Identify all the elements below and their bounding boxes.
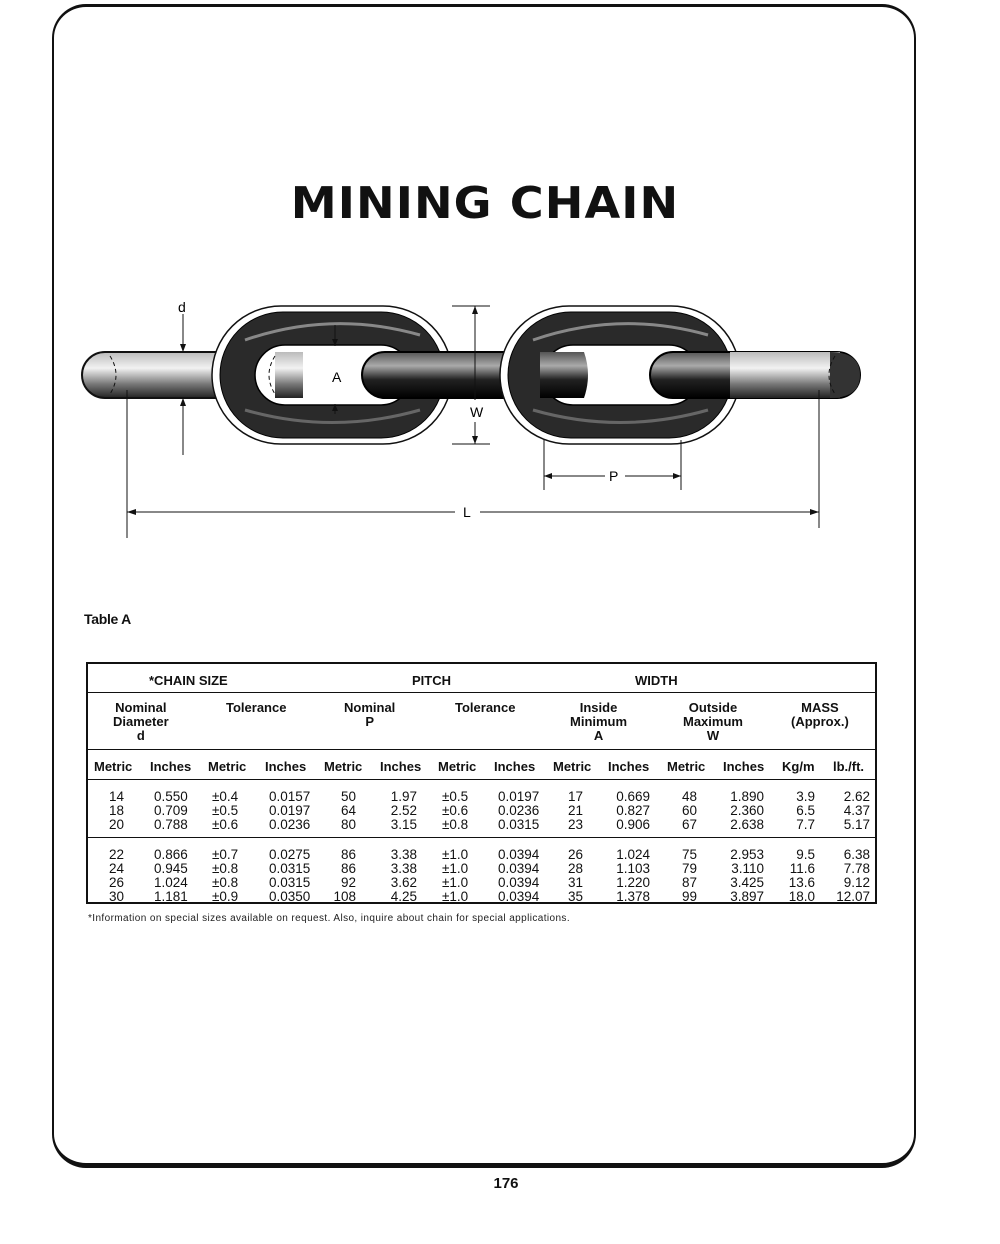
footnote: *Information on special sizes available on request. Also, inquire about chain for special applications.: [88, 913, 571, 924]
table-cell: 0.669: [616, 789, 650, 804]
table-cell: 0.0315: [498, 817, 540, 832]
table-cell: ±1.0: [442, 847, 469, 862]
table-cell: 1.220: [616, 875, 650, 890]
table-unit-row: [88, 750, 875, 780]
table-row: [88, 862, 875, 876]
table-cell: 2.52: [390, 803, 417, 818]
table-cell: 0.0197: [269, 803, 311, 818]
table-cell: 17: [567, 789, 583, 804]
table-group-header-row: [88, 664, 875, 693]
table-row: [88, 804, 875, 818]
table-cell: 4.37: [843, 803, 870, 818]
unit-header: Inches: [265, 759, 307, 774]
dimension-label-l: L: [463, 504, 471, 520]
unit-header: lb./ft.: [833, 759, 865, 774]
dimension-label-w: W: [470, 404, 484, 420]
table-cell: 108: [333, 889, 356, 904]
table-cell: 35: [567, 889, 583, 904]
table-cell: 2.953: [730, 847, 764, 862]
table-cell: 23: [567, 817, 583, 832]
table-cell: 1.181: [154, 889, 188, 904]
unit-header: Metric: [438, 759, 477, 774]
table-cell: 3.38: [390, 861, 417, 876]
group-header-chain-size: *CHAIN SIZE: [149, 673, 228, 688]
table-cell: ±0.8: [212, 861, 239, 876]
table-cell: 18.0: [788, 889, 815, 904]
table-cell: 50: [340, 789, 356, 804]
page-title: MINING CHAIN: [290, 178, 680, 229]
table-cell: 6.5: [796, 803, 815, 818]
table-row: [88, 818, 875, 832]
table-cell: ±1.0: [442, 875, 469, 890]
table-cell: 7.7: [796, 817, 815, 832]
unit-header: Inches: [608, 759, 650, 774]
table-cell: 0.0236: [498, 803, 540, 818]
table-cell: ±0.6: [442, 803, 469, 818]
table-cell: 12.07: [836, 889, 870, 904]
table-cell: 14: [108, 789, 124, 804]
table-cell: 67: [681, 817, 697, 832]
table-cell: 0.550: [154, 789, 188, 804]
table-row: [88, 890, 875, 904]
table-cell: 86: [340, 861, 356, 876]
table-cell: ±0.6: [212, 817, 239, 832]
table-cell: 0.866: [154, 847, 188, 862]
table-row: [88, 876, 875, 890]
table-row: [88, 790, 875, 804]
header-nominal-diameter: Nominal Diameter d: [113, 700, 169, 743]
table-cell: ±0.4: [212, 789, 239, 804]
table-cell: 75: [681, 847, 697, 862]
table-cell: 0.906: [616, 817, 650, 832]
unit-header: Inches: [380, 759, 422, 774]
table-cell: 9.12: [843, 875, 870, 890]
header-nominal-pitch: Nominal P: [344, 700, 396, 729]
dimension-label-a: A: [332, 369, 342, 385]
table-cell: 2.638: [730, 817, 764, 832]
table-cell: 0.827: [616, 803, 650, 818]
table-cell: 0.0315: [269, 861, 311, 876]
table-cell: ±0.8: [212, 875, 239, 890]
group-header-width: WIDTH: [635, 673, 678, 688]
unit-header: Metric: [667, 759, 706, 774]
table-cell: 2.62: [843, 789, 870, 804]
table-cell: 2.360: [730, 803, 764, 818]
unit-header: Metric: [324, 759, 363, 774]
header-tolerance-diameter: Tolerance: [226, 700, 287, 715]
table-cell: 92: [340, 875, 356, 890]
table-cell: 13.6: [788, 875, 815, 890]
dimension-label-d: d: [178, 299, 186, 315]
unit-header: Inches: [150, 759, 192, 774]
table-cell: 0.0394: [498, 889, 540, 904]
header-outside-width: Outside Maximum W: [683, 700, 743, 743]
table-cell: ±0.5: [442, 789, 469, 804]
table-cell: 80: [340, 817, 356, 832]
table-cell: 7.78: [843, 861, 870, 876]
table-column-header-row: [88, 693, 875, 750]
table-cell: 3.110: [731, 861, 764, 876]
table-cell: 9.5: [796, 847, 815, 862]
header-mass: MASS (Approx.): [791, 700, 849, 729]
table-cell: 6.38: [843, 847, 870, 862]
table-cell: ±1.0: [442, 889, 469, 904]
header-inside-width: Inside Minimum A: [570, 700, 628, 743]
table-cell: ±0.8: [442, 817, 469, 832]
table-cell: 22: [108, 847, 124, 862]
row-group-separator: [88, 837, 875, 838]
table-cell: 64: [340, 803, 356, 818]
table-cell: 28: [567, 861, 583, 876]
table-label: Table A: [84, 611, 131, 627]
table-cell: 18: [108, 803, 124, 818]
table-cell: 79: [681, 861, 697, 876]
table-cell: 0.0394: [498, 875, 540, 890]
table-cell: 87: [681, 875, 697, 890]
table-cell: 31: [567, 875, 583, 890]
table-cell: 0.0350: [269, 889, 311, 904]
table-cell: 0.945: [154, 861, 188, 876]
dimension-label-p: P: [609, 468, 619, 484]
table-cell: 0.0157: [269, 789, 311, 804]
table-cell: ±0.9: [212, 889, 239, 904]
table-cell: 48: [681, 789, 697, 804]
table-cell: 21: [567, 803, 583, 818]
table-cell: 1.103: [616, 861, 650, 876]
chain-spec-table: [86, 662, 877, 904]
table-row: [88, 848, 875, 862]
table-cell: 20: [108, 817, 124, 832]
table-cell: 0.0197: [498, 789, 540, 804]
table-cell: ±1.0: [442, 861, 469, 876]
table-cell: 1.890: [730, 789, 764, 804]
table-cell: 1.024: [154, 875, 188, 890]
table-cell: 3.62: [390, 875, 417, 890]
unit-header: Metric: [208, 759, 247, 774]
group-header-pitch: PITCH: [412, 673, 451, 688]
table-cell: 3.897: [730, 889, 764, 904]
table-cell: 5.17: [843, 817, 870, 832]
table-cell: 26: [108, 875, 124, 890]
unit-header: Kg/m: [782, 759, 815, 774]
unit-header: Inches: [494, 759, 536, 774]
table-cell: 0.0275: [269, 847, 311, 862]
table-cell: 0.0394: [498, 847, 540, 862]
header-tolerance-pitch: Tolerance: [455, 700, 516, 715]
table-cell: 0.0394: [498, 861, 540, 876]
page-number: 176: [493, 1175, 519, 1192]
unit-header: Inches: [723, 759, 765, 774]
table-cell: 3.425: [730, 875, 764, 890]
table-cell: 4.25: [390, 889, 417, 904]
table-cell: 3.15: [390, 817, 417, 832]
table-cell: 26: [567, 847, 583, 862]
table-cell: ±0.7: [212, 847, 239, 862]
table-body: [88, 780, 875, 902]
table-cell: 11.6: [789, 861, 815, 876]
table-cell: 60: [681, 803, 697, 818]
table-cell: 0.0315: [269, 875, 311, 890]
table-cell: 24: [108, 861, 124, 876]
table-cell: 86: [340, 847, 356, 862]
unit-header: Metric: [94, 759, 133, 774]
table-cell: 1.97: [390, 789, 417, 804]
unit-header: Metric: [553, 759, 592, 774]
table-cell: ±0.5: [212, 803, 239, 818]
table-cell: 1.378: [616, 889, 650, 904]
table-cell: 3.9: [796, 789, 815, 804]
table-cell: 0.788: [154, 817, 188, 832]
table-cell: 30: [108, 889, 124, 904]
table-cell: 1.024: [616, 847, 650, 862]
table-cell: 3.38: [390, 847, 417, 862]
table-cell: 0.0236: [269, 817, 311, 832]
table-cell: 0.709: [154, 803, 188, 818]
table-cell: 99: [681, 889, 697, 904]
chain-diagram: [70, 290, 900, 540]
